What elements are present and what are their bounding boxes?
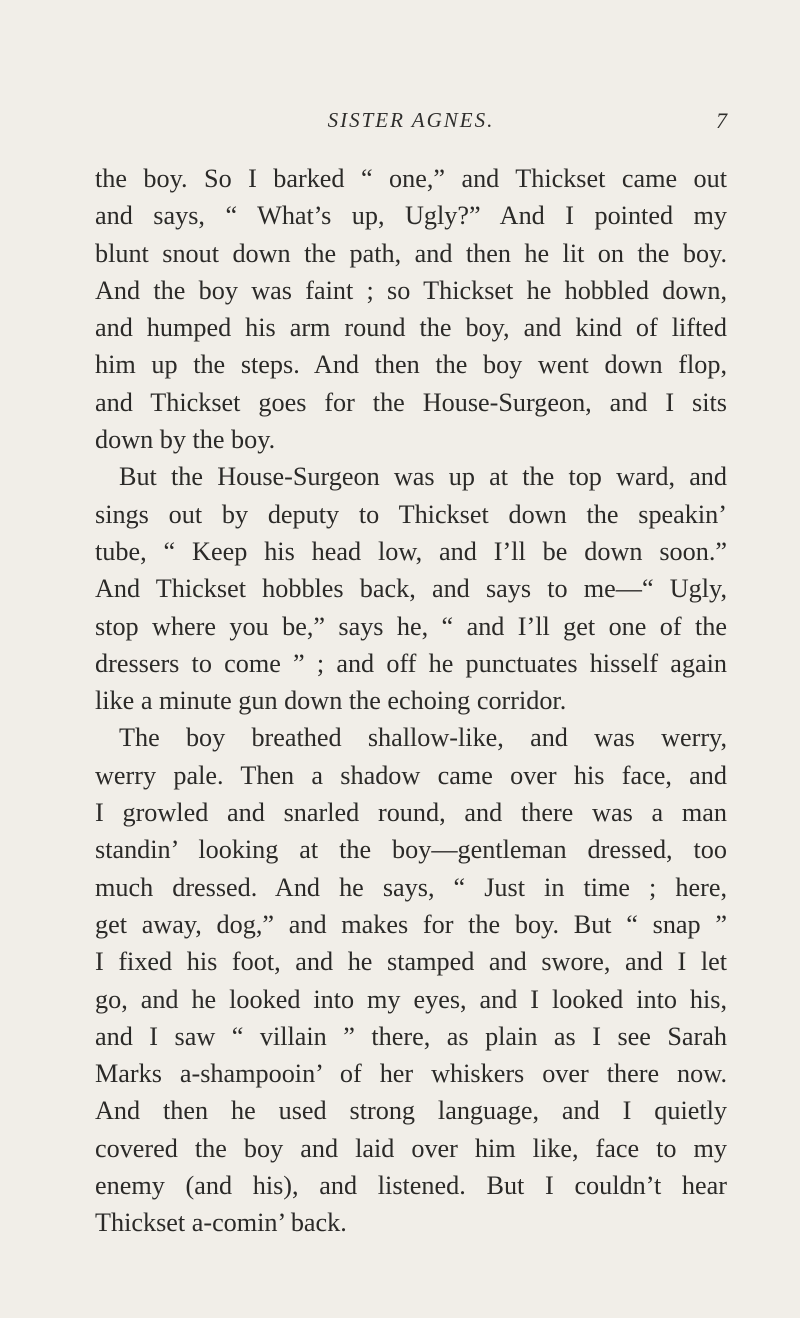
text-line: sings out by deputy to Thickset down the speakin’ [95,499,727,529]
text-line: go, and he looked into my eyes, and I looked into his, [95,984,727,1014]
text-line: tube, “ Keep his head low, and I’ll be down soon.” [95,536,727,566]
text-line: stop where you be,” says he, “ and I’ll get one of the [95,611,727,641]
text-line: And the boy was faint ; so Thickset he hobbled down, [95,275,727,305]
text-line: covered the boy and laid over him like, face to my [95,1133,727,1163]
text-line: down by the boy. [95,425,276,455]
text-line: like a minute gun down the echoing corridor. [95,686,567,716]
text-line: And then he used strong language, and I quietly [95,1096,727,1126]
running-title: SISTER AGNES. [327,108,495,132]
text-line: and says, “ What’s up, Ugly?” And I pointed my [95,201,727,231]
text-line: But the House-Surgeon was up at the top ward, and [119,462,727,492]
text-line: Thickset a-comin’ back. [95,1208,347,1238]
body-text [95,160,727,1238]
text-line: him up the steps. And then the boy went down flop, [95,350,727,380]
text-line: and Thickset goes for the House-Surgeon, and I sits [95,387,727,417]
text-line: The boy breathed shallow-like, and was werry, [119,723,727,753]
text-line: the boy. So I barked “ one,” and Thickset came out [95,164,727,193]
text-line: dressers to come ” ; and off he punctuates hisself again [95,648,727,678]
text-line: I fixed his foot, and he stamped and swore, and I let [95,947,727,977]
text-line: And Thickset hobbles back, and says to me—“ Ugly, [95,574,727,604]
page-number: 7 [716,108,727,133]
text-line: get away, dog,” and makes for the boy. But “ snap ” [95,909,727,939]
text-line: enemy (and his), and listened. But I couldn’t hear [95,1171,727,1201]
text-line: standin’ looking at the boy—gentleman dressed, too [95,835,727,865]
running-head [95,108,727,138]
text-line: werry pale. Then a shadow came over his face, and [95,760,727,790]
text-line: I growled and snarled round, and there was a man [95,798,727,828]
text-line: and humped his arm round the boy, and kind of lifted [95,313,727,343]
text-line: Marks a-shampooin’ of her whiskers over there now. [95,1059,727,1089]
text-line: and I saw “ villain ” there, as plain as I see Sarah [95,1021,727,1051]
text-line: blunt snout down the path, and then he lit on the boy. [95,238,727,268]
text-line: much dressed. And he says, “ Just in time ; here, [95,872,727,902]
